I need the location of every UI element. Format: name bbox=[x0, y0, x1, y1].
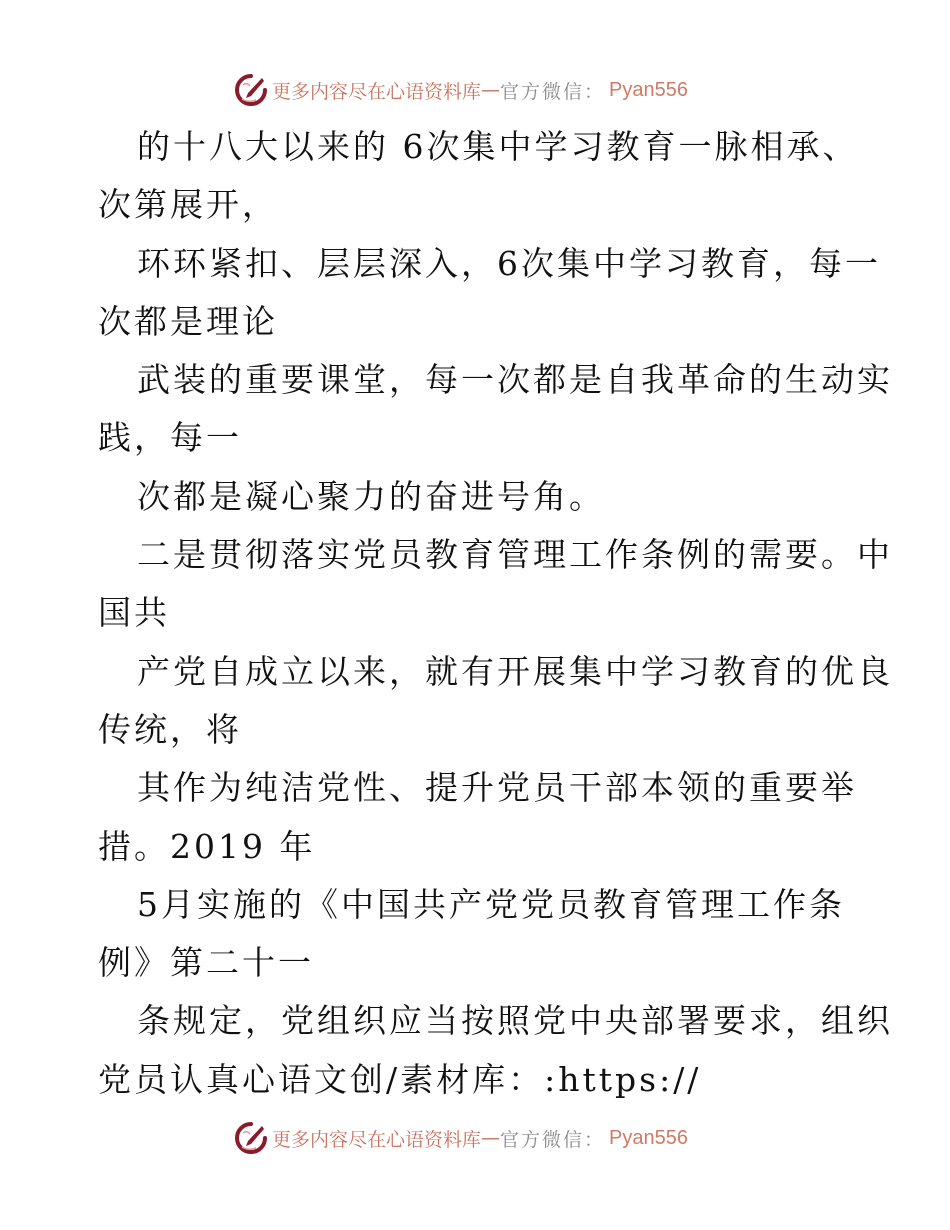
text-line: 其作为纯洁党性、提升党员干部本领的重要举 bbox=[137, 768, 857, 808]
text-line: 次都是凝心聚力的奋进号角。 bbox=[137, 476, 605, 516]
text-line: 武装的重要课堂，每一次都是自我革命的生动实 bbox=[137, 360, 893, 400]
text-line: 践，每一 bbox=[98, 418, 242, 458]
text-line: 措。2019 年 bbox=[98, 826, 316, 866]
watermark-label: 官方微信： bbox=[500, 1128, 606, 1151]
text-line: 的十八大以来的 6次集中学习教育一脉相承、 bbox=[137, 127, 859, 166]
header-watermark bbox=[234, 72, 714, 108]
quill-pen-logo-icon bbox=[234, 73, 268, 107]
watermark-brand: 更多内容尽在心语资料库 bbox=[272, 80, 482, 103]
text-line: 环环紧扣、层层深入，6次集中学习教育，每一 bbox=[137, 243, 881, 283]
watermark-wechat-id: Pyan556 bbox=[609, 78, 688, 101]
watermark-wechat-id: Pyan556 bbox=[609, 1126, 688, 1149]
watermark-separator: — bbox=[481, 79, 501, 101]
text-line: 次都是理论 bbox=[98, 301, 278, 341]
text-line: 例》第二十一 bbox=[98, 943, 314, 983]
quill-pen-logo-icon bbox=[234, 1121, 268, 1155]
watermark-brand: 更多内容尽在心语资料库 bbox=[272, 1128, 482, 1151]
text-line: 国共 bbox=[98, 593, 170, 633]
footer-watermark bbox=[234, 1120, 714, 1156]
watermark-separator: — bbox=[481, 1127, 501, 1149]
watermark-label: 官方微信： bbox=[500, 80, 606, 103]
text-line: 产党自成立以来，就有开展集中学习教育的优良 bbox=[137, 651, 893, 691]
document-body bbox=[98, 118, 893, 1109]
text-line: 条规定，党组织应当按照党中央部署要求，组织 bbox=[137, 1001, 893, 1041]
text-line: 党员认真心语文创/素材库：:https:// bbox=[98, 1059, 702, 1099]
text-line: 5月实施的《中国共产党党员教育管理工作条 bbox=[137, 884, 845, 924]
text-line: 二是贯彻落实党员教育管理工作条例的需要。中 bbox=[137, 535, 893, 575]
text-line: 次第展开， bbox=[98, 185, 278, 225]
text-line: 传统，将 bbox=[98, 709, 242, 749]
